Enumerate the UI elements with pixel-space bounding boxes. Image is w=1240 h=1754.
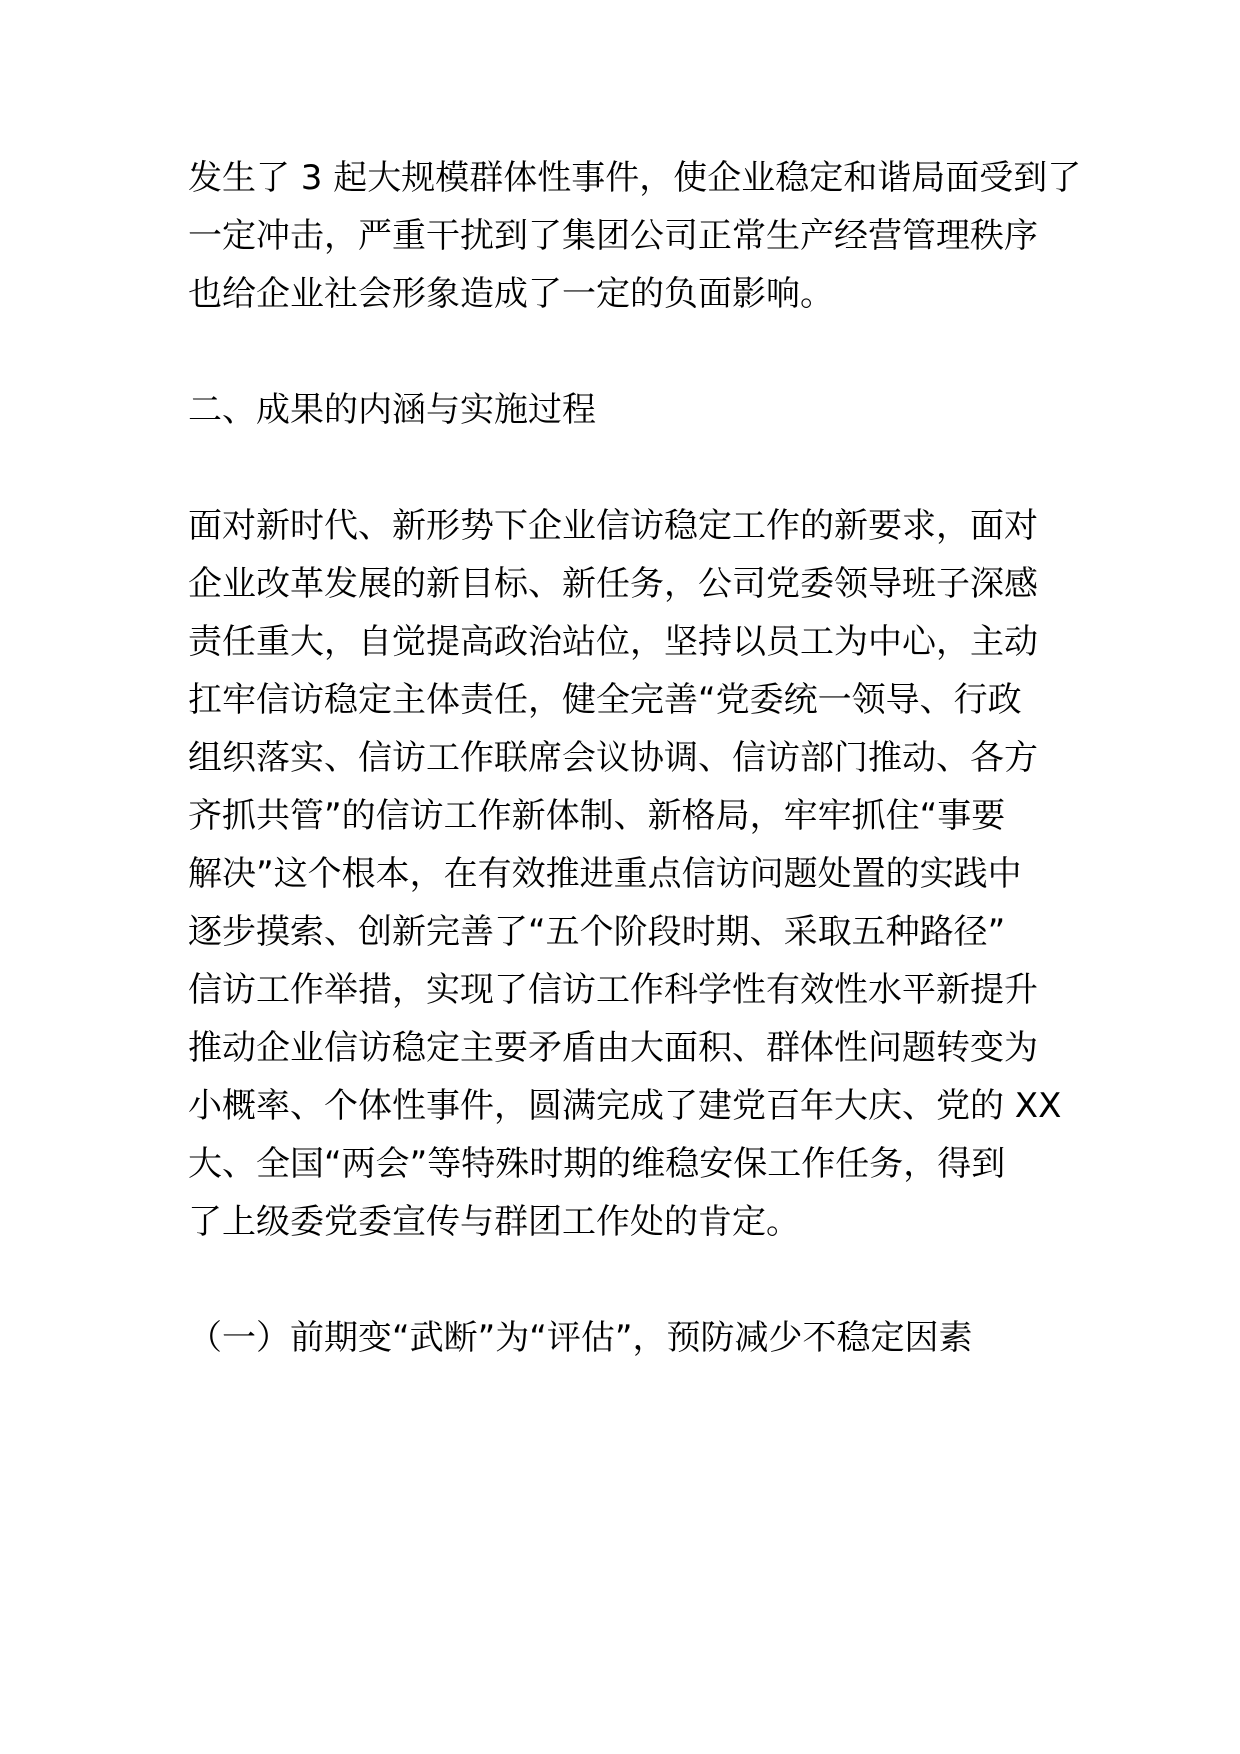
paragraph-2-line-2: 企业改革发展的新目标、新任务，公司党委领导班子深感 — [188, 564, 1038, 604]
paragraph-2-line-7: 解决”这个根本，在有效推进重点信访问题处置的实践中 — [188, 854, 1022, 894]
paragraph-2-line-6: 齐抓共管”的信访工作新体制、新格局，牢牢抓住“事要 — [188, 796, 1006, 836]
paragraph-2-line-9: 信访工作举措，实现了信访工作科学性有效性水平新提升 — [188, 970, 1038, 1010]
paragraph-2-line-10: 推动企业信访稳定主要矛盾由大面积、群体性问题转变为 — [188, 1028, 1038, 1068]
paragraph-2-line-3: 责任重大，自觉提高政治站位，坚持以员工为中心，主动 — [188, 622, 1038, 662]
paragraph-2-line-12: 大、全国“两会”等特殊时期的维稳安保工作任务，得到 — [188, 1144, 1006, 1184]
section-heading-2: 二、成果的内涵与实施过程 — [188, 390, 596, 430]
paragraph-2-line-5: 组织落实、信访工作联席会议协调、信访部门推动、各方 — [188, 738, 1038, 778]
paragraph-1-line-2: 一定冲击，严重干扰到了集团公司正常生产经营管理秩序 — [188, 216, 1038, 256]
paragraph-1-line-3: 也给企业社会形象造成了一定的负面影响。 — [188, 274, 834, 314]
paragraph-1-line-1: 发生了 3 起大规模群体性事件，使企业稳定和谐局面受到了 — [188, 158, 1082, 198]
paragraph-2-line-8: 逐步摸索、创新完善了“五个阶段时期、采取五种路径” — [188, 912, 1006, 952]
paragraph-2-line-1: 面对新时代、新形势下企业信访稳定工作的新要求，面对 — [188, 506, 1038, 546]
subsection-heading-1: （一）前期变“武断”为“评估”，预防减少不稳定因素 — [188, 1318, 973, 1358]
paragraph-2-line-11: 小概率、个体性事件，圆满完成了建党百年大庆、党的 XX — [188, 1086, 1062, 1126]
paragraph-2-line-4: 扛牢信访稳定主体责任，健全完善“党委统一领导、行政 — [188, 680, 1022, 720]
paragraph-2-line-13: 了上级委党委宣传与群团工作处的肯定。 — [188, 1202, 800, 1242]
